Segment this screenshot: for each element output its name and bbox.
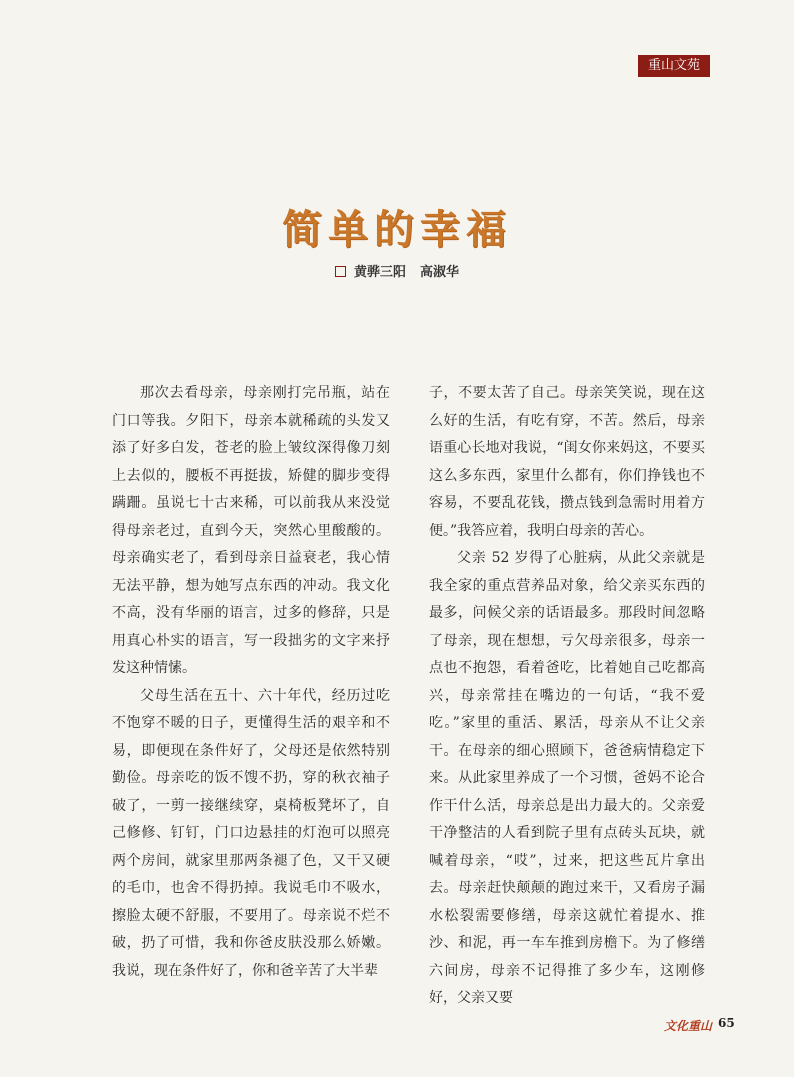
byline [0,261,794,280]
page-number: 65 [718,1016,735,1030]
left-column [112,380,390,985]
footer-brand-logo: 文化重山 [664,1019,713,1033]
article-title: 简单的幸福 [282,206,512,253]
paragraph: 父母生活在五十、六十年代，经历过吃不饱穿不暖的日子，更懂得生活的艰辛和不易，即便现在条件好了，父母还是依然特别勤俭。母亲吃的饭不馊不扔，穿的秋衣袖子破了，一剪一接继续穿，桌椅板凳坏了，自己修修、钉钉，门口边悬挂的灯泡可以照亮两个房间，就家里那两条褪了色，又干又硬的毛巾，也舍不得扔掉。我说毛巾不吸水，擦脸太硬不舒服，不要用了。母亲说不烂不破，扔了可惜，我和你爸皮肤没那么娇嫩。我说，现在条件好了，你和爸辛苦了大半辈 [112,687,390,979]
byline-author: 高淑华 [420,265,460,280]
right-column [429,380,705,1013]
byline-place: 黄骅三阳 [353,265,406,280]
section-tag: 重山文苑 [638,55,710,77]
square-bullet-icon [335,266,346,277]
paragraph: 子，不要太苦了自己。母亲笑笑说，现在这么好的生活，有吃有穿，不苦。然后，母亲语重心长地对我说，“闺女你来妈这，不要买这么多东西，家里什么都有，你们挣钱也不容易，不要乱花钱，攒点钱到急需时用着方便。”我答应着，我明白母亲的苦心。 [429,385,705,539]
paragraph: 那次去看母亲，母亲刚打完吊瓶，站在门口等我。夕阳下，母亲本就稀疏的头发又添了好多白发，苍老的脸上皱纹深得像刀刻上去似的，腰板不再挺拔，矫健的脚步变得蹒跚。虽说七十古来稀，可以前我从来没觉得母亲老过，直到今天，突然心里酸酸的。母亲确实老了，看到母亲日益衰老，我心情无法平静，想为她写点东西的冲动。我文化不高，没有华丽的语言，过多的修辞，只是用真心朴实的语言，写一段拙劣的文字来抒发这种情愫。 [112,385,390,676]
paragraph: 父亲 52 岁得了心脏病，从此父亲就是我全家的重点营养品对象，给父亲买东西的最多，问候父亲的话语最多。那段时间忽略了母亲，现在想想，亏欠母亲很多，母亲一点也不抱怨，看着爸吃，比着她自己吃都高兴，母亲常挂在嘴边的一句话，“我不爱吃。”家里的重活、累活，母亲从不让父亲干。在母亲的细心照顾下，爸爸病情稳定下来。从此家里养成了一个习惯，爸妈不论合作干什么活，母亲总是出力最大的。父亲爱干净整洁的人看到院子里有点砖头瓦块，就喊着母亲，“哎”，过来，把这些瓦片拿出去。母亲赶快颠颠的跑过来干，又看房子漏水松裂需要修缮，母亲这就忙着提水、推沙、和泥，再一车车推到房檐下。为了修缮六间房，母亲不记得推了多少车，这刚修好，父亲又要 [429,550,705,1006]
